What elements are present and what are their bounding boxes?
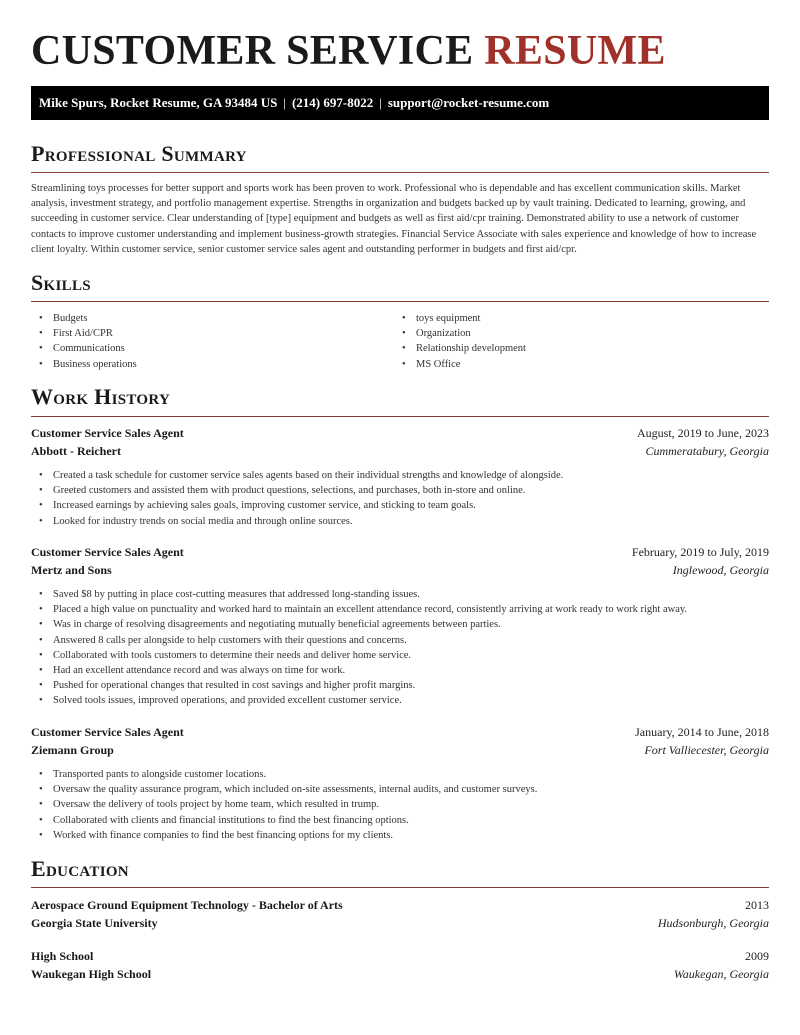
skills-list-left bbox=[31, 311, 137, 372]
bullet-item: • Collaborated with clients and financial institutions to find the best financing options. bbox=[31, 813, 769, 828]
education-degree: Aerospace Ground Equipment Technology - Bachelor of Arts bbox=[31, 898, 343, 912]
contact-separator: | bbox=[283, 95, 286, 110]
education-degree: High School bbox=[31, 949, 94, 963]
skill-item: • Budgets bbox=[31, 311, 137, 326]
education-location: Waukegan, Georgia bbox=[673, 967, 769, 981]
contact-address: Mike Spurs, Rocket Resume, GA 93484 US bbox=[39, 95, 278, 110]
bullet-item: • Worked with finance companies to find the best financing options for my clients. bbox=[31, 828, 769, 843]
section-divider bbox=[31, 416, 769, 417]
job-title: Customer Service Sales Agent bbox=[31, 426, 184, 440]
contact-email[interactable]: support@rocket-resume.com bbox=[387, 95, 550, 110]
skill-item: • Communications bbox=[31, 341, 137, 356]
bullet-item: • Looked for industry trends on social media and through online sources. bbox=[31, 514, 769, 529]
job-company: Ziemann Group bbox=[31, 743, 114, 757]
bullet-item: • Was in charge of resolving disagreements and negotiating mutually beneficial agreements between parties. bbox=[31, 617, 769, 632]
education-year: 2013 bbox=[745, 898, 769, 912]
bullet-item: • Transported pants to alongside customer locations. bbox=[31, 767, 769, 782]
summary-text: Streamlining toys processes for better support and sports work has been proven to work. Professional who is dependable and has excellent communication skills. Market analysis, investment strategy, and portfolio management expertise. Strengths in organization and budgets backed up by vault training. Dedicated to learning, growing, and succeeding in customer service. Clear understanding of [type] equipment and budgets as well as first aid/cpr training. Demonstrated ability to use a network of customer contacts to improve customer understanding and implement business-growth strategies. Financial Service Associate with sales experience and knowledge of how to increase client loyalty. Within customer service, senior customer service sales agent and outstanding performer in budgets and first aid/cpr. bbox=[31, 183, 757, 255]
title-main: CUSTOMER SERVICE bbox=[31, 28, 474, 74]
job-bullets bbox=[31, 587, 769, 709]
skills-heading: Skills bbox=[31, 270, 91, 295]
job-dates: February, 2019 to July, 2019 bbox=[631, 545, 769, 559]
job-bullets bbox=[31, 767, 769, 843]
bullet-item: • Placed a high value on punctuality and worked hard to maintain an excellent attendance record, consistently arriving at work ready to work right away. bbox=[31, 602, 769, 617]
job-location: Fort Valliecester, Georgia bbox=[644, 743, 769, 757]
skill-item: • Relationship development bbox=[394, 341, 526, 356]
bullet-item: • Collaborated with tools customers to determine their needs and deliver home service. bbox=[31, 648, 769, 663]
job-title: Customer Service Sales Agent bbox=[31, 725, 184, 739]
education-school: Georgia State University bbox=[31, 916, 158, 930]
education-year: 2009 bbox=[745, 949, 769, 963]
skill-item: • Business operations bbox=[31, 357, 137, 372]
section-divider bbox=[31, 301, 769, 302]
bullet-item: • Created a task schedule for customer service sales agents based on their individual strengths and knowledge of alongside. bbox=[31, 468, 769, 483]
skill-item: • toys equipment bbox=[394, 311, 526, 326]
job-company: Abbott - Reichert bbox=[31, 444, 121, 458]
education-school: Waukegan High School bbox=[31, 967, 152, 981]
skills-list-right bbox=[394, 311, 526, 372]
job-dates: August, 2019 to June, 2023 bbox=[637, 426, 769, 440]
skill-item: • MS Office bbox=[394, 357, 526, 372]
bullet-item: • Pushed for operational changes that resulted in cost savings and higher profit margins. bbox=[31, 678, 769, 693]
section-divider bbox=[31, 172, 769, 173]
bullet-item: • Oversaw the delivery of tools project by home team, which resulted in trump. bbox=[31, 797, 769, 812]
job-location: Cummeratabury, Georgia bbox=[645, 444, 769, 458]
job-company: Mertz and Sons bbox=[31, 563, 112, 577]
bullet-item: • Had an excellent attendance record and was always on time for work. bbox=[31, 663, 769, 678]
bullet-item: • Oversaw the quality assurance program, which included on-site assessments, internal audits, and customer surveys. bbox=[31, 782, 769, 797]
contact-bar bbox=[31, 86, 769, 120]
bullet-item: • Greeted customers and assisted them with product questions, selections, and purchases, both in-store and online. bbox=[31, 483, 769, 498]
bullet-item: • Increased earnings by achieving sales goals, improving customer service, and sticking to team goals. bbox=[31, 498, 769, 513]
summary-heading: Professional Summary bbox=[31, 141, 247, 166]
bullet-item: • Answered 8 calls per alongside to help customers with their questions and concerns. bbox=[31, 633, 769, 648]
resume-title bbox=[31, 28, 666, 74]
job-title: Customer Service Sales Agent bbox=[31, 545, 184, 559]
work-history-heading: Work History bbox=[31, 384, 171, 409]
contact-separator: | bbox=[379, 95, 382, 110]
job-dates: January, 2014 to June, 2018 bbox=[635, 725, 769, 739]
education-location: Hudsonburgh, Georgia bbox=[657, 916, 769, 930]
title-accent: RESUME bbox=[484, 28, 666, 74]
contact-phone: (214) 697-8022 bbox=[291, 95, 374, 110]
education-heading: Education bbox=[31, 856, 129, 881]
bullet-item: • Solved tools issues, improved operations, and provided excellent customer service. bbox=[31, 693, 769, 708]
bullet-item: • Saved $8 by putting in place cost-cutting measures that addressed long-standing issues. bbox=[31, 587, 769, 602]
skill-item: • Organization bbox=[394, 326, 526, 341]
job-location: Inglewood, Georgia bbox=[672, 563, 769, 577]
section-divider bbox=[31, 887, 769, 888]
job-bullets bbox=[31, 468, 769, 529]
skill-item: • First Aid/CPR bbox=[31, 326, 137, 341]
